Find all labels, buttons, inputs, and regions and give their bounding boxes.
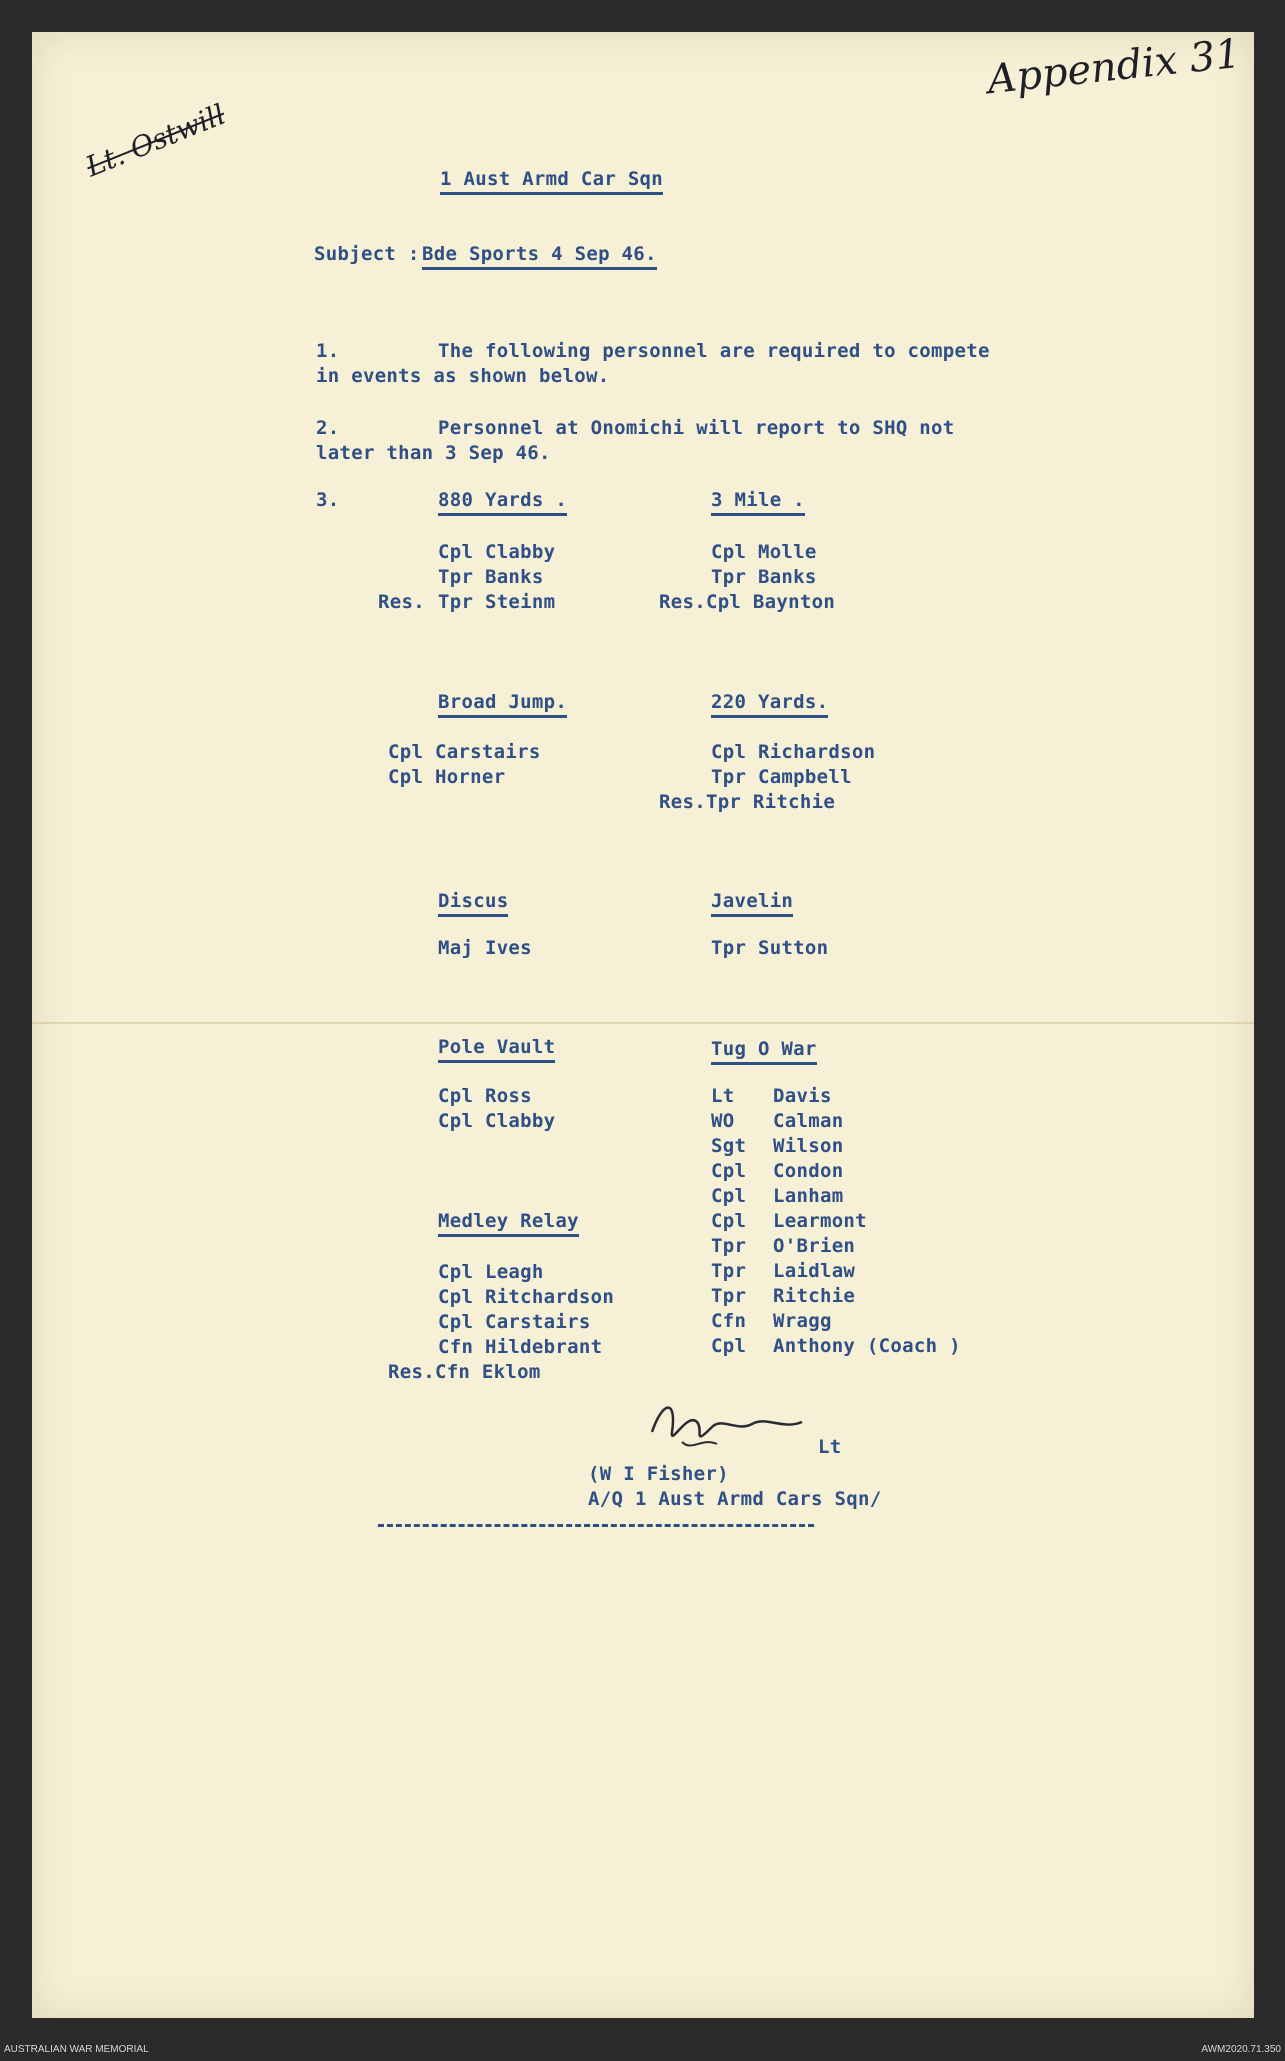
para-3-number: 3. [316, 489, 340, 511]
tug-o-war-member-rank: Cpl [711, 1160, 747, 1182]
tug-o-war-member-rank: Cfn [711, 1310, 747, 1332]
event-880-yards-runner-2: Tpr Banks [438, 566, 544, 588]
event-medley-relay-reserve: Res.Cfn Eklom [388, 1361, 541, 1383]
appendix-annotation: Appendix 31 [985, 30, 1243, 104]
subject-text: Bde Sports 4 Sep 46. [422, 245, 657, 270]
event-pole-vault-athlete-1: Cpl Ross [438, 1085, 532, 1107]
event-220-yards-runner-1: Cpl Richardson [711, 741, 876, 763]
event-3-mile-reserve: Res.Cpl Baynton [659, 591, 836, 613]
signature-name: (W I Fisher) [588, 1463, 729, 1485]
signature-title: A/Q 1 Aust Armd Cars Sqn/ [588, 1488, 882, 1510]
archive-credit: AUSTRALIAN WAR MEMORIAL [4, 2044, 149, 2055]
tug-o-war-member-name: Anthony (Coach ) [773, 1335, 961, 1357]
event-tug-o-war-title: Tug O War [711, 1040, 817, 1065]
tug-o-war-member-rank: Cpl [711, 1335, 747, 1357]
tug-o-war-member-name: Davis [773, 1085, 832, 1107]
event-220-yards-title: 220 Yards. [711, 693, 828, 718]
handwritten-signature [642, 1392, 812, 1462]
event-medley-relay-title: Medley Relay [438, 1212, 579, 1237]
event-medley-relay-runner-4: Cfn Hildebrant [438, 1336, 603, 1358]
event-3-mile-runner-2: Tpr Banks [711, 566, 817, 588]
event-broad-jump-athlete-2: Cpl Horner [388, 766, 506, 788]
event-3-mile-runner-1: Cpl Molle [711, 541, 817, 563]
event-880-yards-reserve: Tpr Steinm [438, 591, 556, 613]
tug-o-war-member-name: Wragg [773, 1310, 832, 1332]
event-220-yards-runner-2: Tpr Campbell [711, 766, 852, 788]
event-javelin-athlete: Tpr Sutton [711, 937, 829, 959]
event-pole-vault-title: Pole Vault [438, 1038, 555, 1063]
event-broad-jump-title: Broad Jump. [438, 693, 567, 718]
event-medley-relay-runner-2: Cpl Ritchardson [438, 1286, 615, 1308]
unit-title: 1 Aust Armd Car Sqn [440, 170, 663, 195]
tug-o-war-member-name: Learmont [773, 1210, 867, 1232]
event-discus-athlete: Maj Ives [438, 937, 532, 959]
tug-o-war-member-name: Ritchie [773, 1285, 856, 1307]
event-medley-relay-runner-3: Cpl Carstairs [438, 1311, 591, 1333]
event-880-yards-title: 880 Yards . [438, 491, 567, 516]
para-1-number: 1. [316, 340, 340, 362]
para-2-line-2: later than 3 Sep 46. [316, 442, 551, 464]
archive-reference: AWM2020.71.350 [1201, 2044, 1281, 2055]
tug-o-war-member-rank: Tpr [711, 1285, 747, 1307]
event-medley-relay-runner-1: Cpl Leagh [438, 1261, 544, 1283]
event-880-yards-runner-1: Cpl Clabby [438, 541, 556, 563]
tug-o-war-member-rank: Lt [711, 1085, 735, 1107]
tug-o-war-member-rank: WO [711, 1110, 735, 1132]
event-3-mile-title: 3 Mile . [711, 491, 805, 516]
fold-crease [32, 1022, 1254, 1024]
event-pole-vault-athlete-2: Cpl Clabby [438, 1110, 556, 1132]
para-2-line-1: Personnel at Onomichi will report to SHQ not [438, 417, 955, 439]
tug-o-war-member-rank: Tpr [711, 1260, 747, 1282]
tug-o-war-member-name: Laidlaw [773, 1260, 856, 1282]
closing-dashed-rule [378, 1524, 814, 1527]
event-discus-title: Discus [438, 892, 508, 917]
tug-o-war-member-name: Calman [773, 1110, 844, 1132]
tug-o-war-member-name: O'Brien [773, 1235, 856, 1257]
tug-o-war-member-rank: Cpl [711, 1185, 747, 1207]
para-1-line-1: The following personnel are required to compete [438, 340, 990, 362]
lt-annotation: Lt. Ostwill [81, 97, 230, 184]
tug-o-war-member-name: Wilson [773, 1135, 844, 1157]
tug-o-war-member-name: Condon [773, 1160, 844, 1182]
para-1-line-2: in events as shown below. [316, 365, 610, 387]
tug-o-war-member-rank: Sgt [711, 1135, 747, 1157]
signature-rank: Lt [818, 1436, 842, 1458]
subject-label: Subject : [314, 243, 420, 265]
event-javelin-title: Javelin [711, 892, 793, 917]
tug-o-war-member-rank: Cpl [711, 1210, 747, 1232]
event-880-yards-reserve-label: Res. [378, 591, 425, 613]
event-broad-jump-athlete-1: Cpl Carstairs [388, 741, 541, 763]
tug-o-war-member-rank: Tpr [711, 1235, 747, 1257]
event-220-yards-reserve: Res.Tpr Ritchie [659, 791, 836, 813]
document-sheet [32, 32, 1254, 2018]
para-2-number: 2. [316, 417, 340, 439]
tug-o-war-member-name: Lanham [773, 1185, 844, 1207]
